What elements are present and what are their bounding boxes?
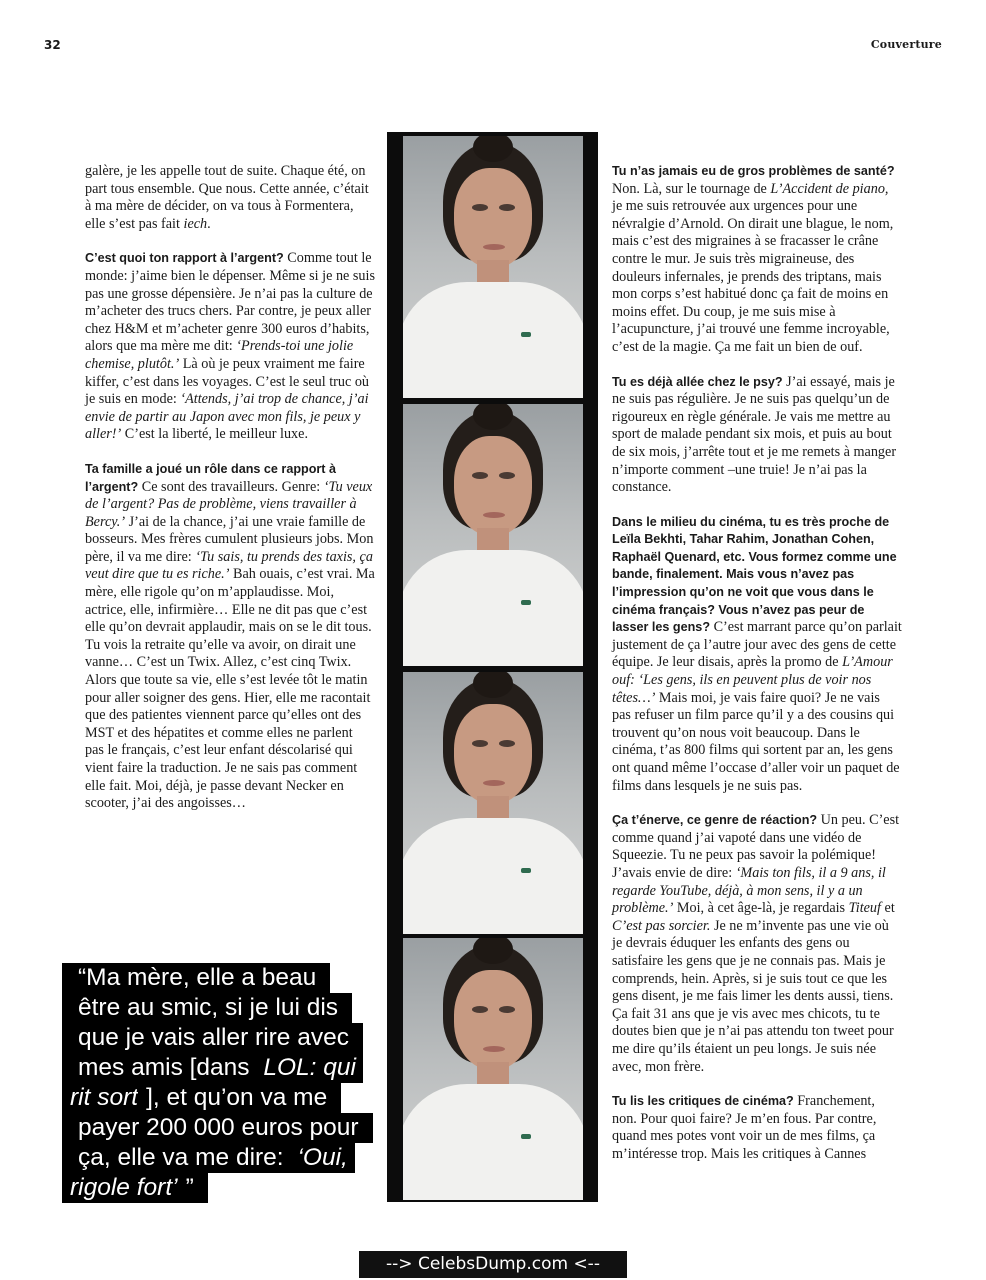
section-label: Couverture <box>870 38 942 51</box>
paragraph: Ça t’énerve, ce genre de réaction? Un peu. C’est comme quand j’ai vapoté dans une vidéo de Squeezie. Tu ne peux pas savoir la polémique! J’avais envie de dire: ‘Mais ton fils, il a 9 ans, il regarde YouTube, déjà, à mon sens, il y a un problème.’ Moi, à cet âge-là, je regardais Titeuf et C’est pas sorcier. Je ne m’invente pas une vie où je devrais éduquer les enfants des gens ou satisfaire les gens que je ne connais pas. Mais je comprends, hein. Après, si je suis tout ce que les gens disent, je me fais limer les dents aussi, tiens. Ça fait 31 ans que je vis avec mes chicots, tu te doutes bien que je n’ai pas attendu ton tweet pour me dire qu’ils étaient un peu longs. Je suis née avec, mon frère. <box>612 812 900 1075</box>
paragraph: Ta famille a joué un rôle dans ce rapport à l’argent? Ce sont des travailleurs. Genre: ‘Tu veux de l’argent? Pas de problème, viens travailler à Bercy.’ J’ai de la chance, j’ai une vraie famille de bosseurs. Mes frères cumulent plusieurs jobs. Mon père, il va me dire: ‘Tu sais, tu prends des taxis, ça veut dire que tu es riche.’ Bah ouais, c’est vrai. Ma mère, elle rigole qu’on m’applaudisse. Moi, actrice, elle, infirmière… Elle ne dit pas que c’est elle qu’on devrait applaudir, mais on se le dit tous. Tu vois la retraite qu’elle va avoir, on dirait une vanne… C’est un Twix. Allez, c’est cinq Twix. Alors que toute sa vie, elle s’est levée tôt le matin pour aller soigner des gens. Hier, elle me racontait que des patientes viennent parce qu’elles ont des MST et des hépatites et comme elles ne parlent pas le français, c’est leur enfant déscolarisé qui vient faire la traduction. Je ne sais pas comment elle fait. Moi, déjà, je passe devant Necker en scooter, j’ai des angoisses… <box>85 461 375 812</box>
interview-question: C’est quoi ton rapport à l’argent? <box>85 251 284 266</box>
paragraph: Tu es déjà allée chez le psy? J’ai essayé, mais je ne suis pas régulière. Je ne suis pas quelqu’un de rigoureux en règle générale. Je vais me mettre au sport de malade pendant six mois, et puis au bout de six mois, j’arrête tout et je me remets à manger n’importe comment –une truie! Je n’ai pas la constance. <box>612 373 897 496</box>
pull-quote: “Ma mère, elle a beau être au smic, si je lui dis que je vais aller rire avec mes amis [dans LOL: qui rit sort ], et qu’on va me payer 200 000 euros pour ça, elle va me dire: ‘Oui, rigole fort’ ” <box>62 963 362 1203</box>
paragraph: Tu lis les critiques de cinéma? Franchement, non. Pour quoi faire? Je m’en fous. Par contre, quand mes potes vont voir un de mes films, ça m’intéresse trop. Mais les critiques à Cannes <box>612 1093 877 1162</box>
photo-frame <box>403 404 583 666</box>
paragraph: galère, je les appelle tout de suite. Chaque été, on part tous ensemble. Que nous. Cette année, c’était à ma mère de décider, on va tous à Formentera, elle s’est pas fait iech. <box>85 163 369 232</box>
watermark-banner: --> CelebsDump.com <-- <box>359 1251 627 1278</box>
interview-question: Tu n’as jamais eu de gros problèmes de santé? <box>612 164 895 178</box>
article-column-left <box>85 163 375 830</box>
paragraph: C’est quoi ton rapport à l’argent? Comme tout le monde: j’aime bien le dépenser. Même si je ne suis pas une grosse dépensière. Je n’ai pas la culture de m’acheter des trucs chers. Par contre, je peux aller chez H&M et m’acheter genre 300 euros d’habits, alors que ma mère me dit: ‘Prends-toi une jolie chemise, plutôt.’ Là où je peux vraiment me faire kiffer, c’est dans les voyages. C’est le seul truc où je suis en mode: ‘Attends, j’ai trop de chance, j’ai envie de partir au Japon avec mon fils, je peux y aller!’ C’est la liberté, le meilleur luxe. <box>85 250 375 443</box>
interview-question: Ça t’énerve, ce genre de réaction? <box>612 813 818 828</box>
article-column-right <box>612 163 902 1180</box>
photo-strip <box>387 132 598 1202</box>
interview-question: Dans le milieu du cinéma, tu es très proche de Leïla Bekhti, Tahar Rahim, Jonathan Cohen, Raphaël Quenard, etc. Vous formez comme une bande, finalement. Mais vous n’avez pas l’impression qu’on ne voit que vous dans le cinéma français? Vous n’avez pas peur de lasser les gens? <box>612 514 897 635</box>
photo-frame <box>403 672 583 934</box>
interview-question: Tu es déjà allée chez le psy? <box>612 374 783 389</box>
paragraph: Dans le milieu du cinéma, tu es très proche de Leïla Bekhti, Tahar Rahim, Jonathan Cohen, Raphaël Quenard, etc. Vous formez comme une bande, finalement. Mais vous n’avez pas l’impression qu’on ne voit que vous dans le cinéma français? Vous n’avez pas peur de lasser les gens? C’est marrant parce qu’on parlait justement de ça l’autre jour avec des gens de cette équipe. Je leur disais, après la promo de L’Amour ouf: ‘Les gens, ils en peuvent plus de voir nos têtes…’ Mais moi, je vais faire quoi? Je ne vais pas refuser un film parce qu’il y a des cousins qui trouvent qu’on nous voit beaucoup. Dans le cinéma, t’as 800 films qui sortent par an, les gens ont quand même l’occase d’aller voir un paquet de films dans lesquels je ne suis pas. <box>612 514 902 794</box>
photo-frame <box>403 136 583 398</box>
page-number: 32 <box>44 38 61 52</box>
interview-question: Ta famille a joué un rôle dans ce rapport à l’argent? <box>85 461 337 494</box>
interview-question: Tu lis les critiques de cinéma? <box>612 1094 794 1109</box>
photo-frame <box>403 938 583 1200</box>
paragraph: Tu n’as jamais eu de gros problèmes de santé? Non. Là, sur le tournage de L’Accident de piano, je me suis retrouvée aux urgences pour une névralgie d’Arnold. On dirait une blague, le nom, mais c’est des migraines à se fracasser le crâne contre le mur. Je suis très migraineuse, des douleurs infernales, je prends des triptans, mais mon corps s’est habitué donc ça fait de moins en moins effet. Du coup, je me suis mise à l’acupuncture, j’ai trouvé une femme incroyable, c’est de la magie. Ça me fait un bien de ouf. <box>612 164 895 355</box>
